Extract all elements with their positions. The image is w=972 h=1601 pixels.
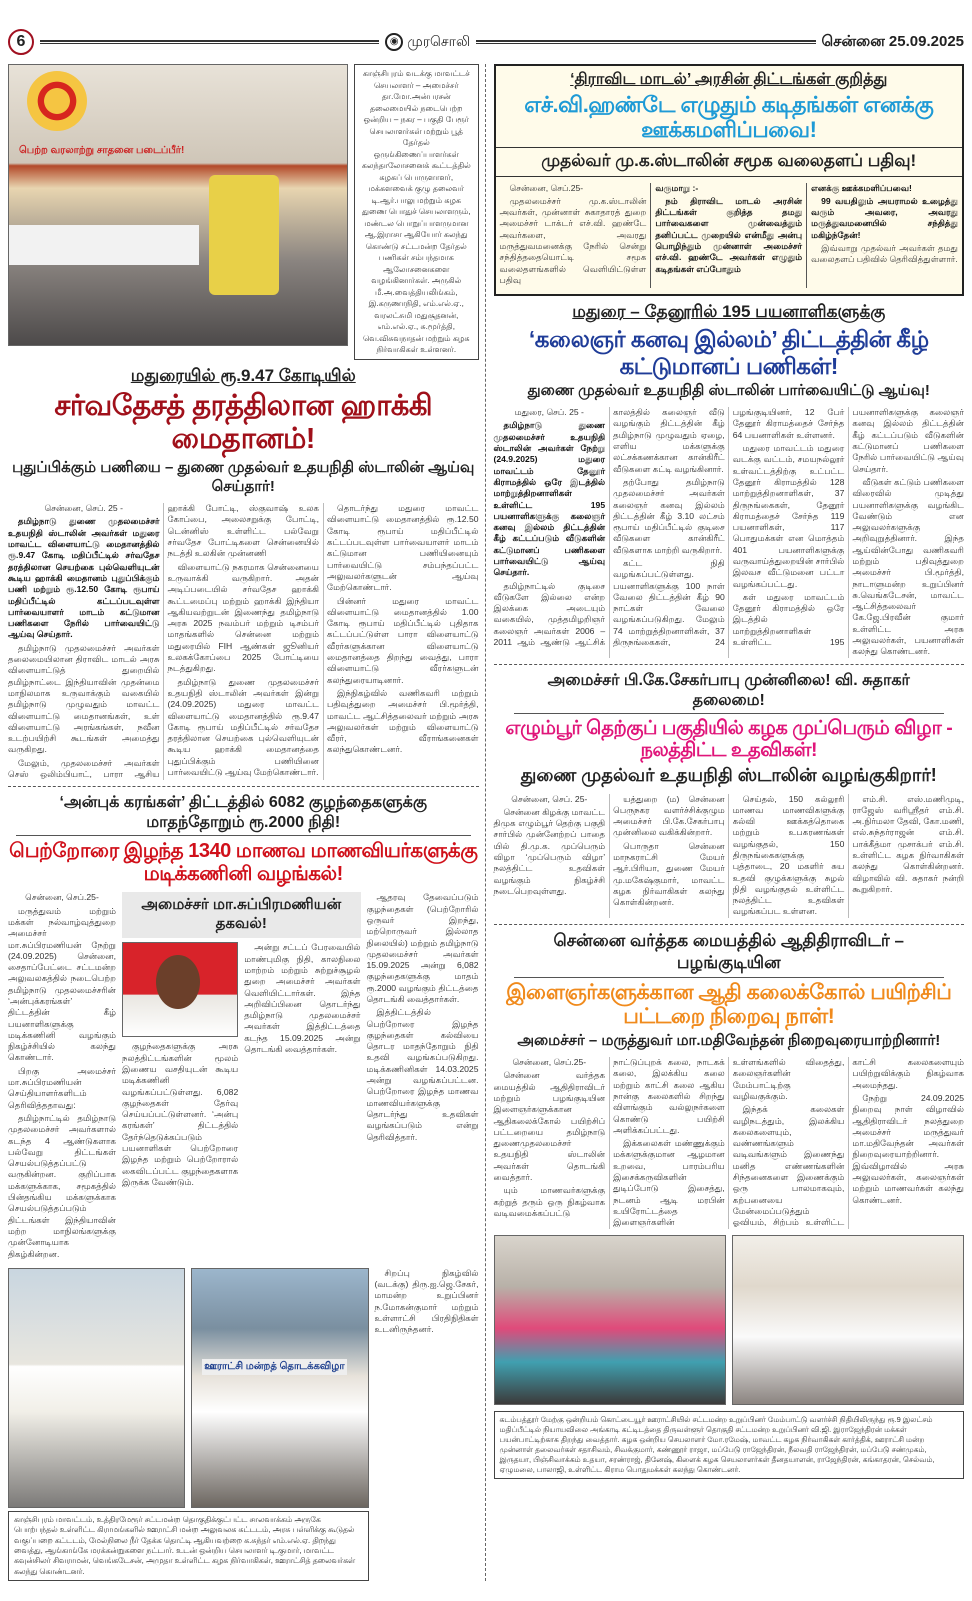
paragraph: பின்னர் மதுரை மாவட்ட விளையாட்டு மைதானத்தில் 1.00 கோடி ரூபாய் மதிப்பீட்டில் புதிதாக கட்டப்பட்டுள்ள பாரா விளையாட்டு வீரர்களுக்கான விளையாட்டு மைதானத்தை திறந்து வைத்து, பாரா விளையாட்டு வீரர்களுடன் கலந்துரையாடினார். bbox=[327, 595, 479, 685]
article-headline: பெற்றோரை இழந்த 1340 மாணவ மாணவியர்களுக்கு மடிக்கணினி வழங்கல்! bbox=[9, 840, 478, 886]
anbu-article-header bbox=[8, 793, 479, 886]
paragraph: தமிழ்நாட்டில் குடிசை வீடுகளே இல்லை என்ற இலக்கை அடையும் வகையில், முத்தமிழறிஞர் கலைஞர் அவர்கள் 2006 – 2011 ஆம் ஆண்டு ஆட்சிக் காலத்தில் கலைஞர் வீடு வழங்கும் திட்டத்தின் கீழ் தமிழ்நாடு முழுவதும் ஏழை, எளிய மக்களுக்கு லட்சக்கணக்கான கான்கிரீட் வீடுகளை கட்டி வழங்கினார். bbox=[493, 407, 725, 648]
anbu-body-col2a bbox=[122, 1041, 238, 1190]
drum-emblem-icon: ◉ bbox=[385, 33, 403, 51]
photo-caption: கடம்பத்தூர் மேற்கு ஒன்றியம் கொட்டையூர் ஊராட்சியில் சட்டமன்ற உறுப்பினர் மேம்பாட்டு வளர்ச்சி நிதியிலிருந்து ரூ.9 இலட்சம் மதிப்பீட்டில் நியாயவிலை அங்காடி கட்டிடத்தை திருவள்ளூர் தொகுதி சட்டமன்ற உறுப்பினர் வி.ஜி. இராஜேந்திரன் மக்கள் பயன்பாட்டிற்காக திறந்து வைத்தார். கழக ஒன்றிய செயலாளர் மோ.ரமேஷ், மாவட்ட கழக நிர்வாகிகள் கார்த்திக், ஊராட்சி மன்ற முன்னாள் தலைவர்கள் சதாசிவம், சிவக்குமார், கண்ணூர் ராஜா, மப்பேடு ராஜேந்திரன், நீலவதி ராஜேந்திரன், மப்பேடு சண்முகம், இருதயா, பிஞ்சிவாக்கம் உதயா, சரண்ராஜ், தினேஷ், கிளைக் கழக செயலாளர்கள் தீனதயாளன், ராஜேந்திரன், கங்காதரன், செல்வம், ஏழுமலை, பாலாஜி, உள்ளிட்ட கிராம பொதுமக்கள் கலந்து கொண்டனர். bbox=[494, 1411, 965, 1479]
lead-paragraph: தமிழ்நாடு துணை முதலமைச்சர் உதயநிதி ஸ்டாலின் அவர்கள் நேற்று (24.9.2025) மதுரை மாவட்டம் தேனூர் கிராமத்தில் ஒரே இடத்தில் மாற்றுத்திறனாளிகள் உள்ளிட்ட 195 பயனாளிகளுக்கு கலைஞர் கனவு இல்லம் திட்டத்தின் கீழ் கட்டப்படும் வீடுகளின் கட்டுமானப் பணிகளை பார்வையிட்டு ஆய்வு செய்தார். bbox=[493, 420, 606, 578]
article-subhead: அமைச்சர் – மருத்துவர் மா.மதிவேந்தன் நிறைவுரையாற்றினார்! bbox=[517, 1032, 941, 1050]
article-headline: ‘கலைஞர் கனவு இல்லம்’ திட்டத்தின் கீழ் கட்டுமானப் பணிகள்! bbox=[528, 326, 929, 379]
article-subhead: முதல்வர் மு.க.ஸ்டாலின் சமூக வலைதளப் பதிவு! bbox=[496, 147, 963, 177]
hande-col2 bbox=[651, 183, 807, 289]
paragraph: தமிழ்நாடு துணை முதலமைச்சர் உதயநிதி ஸ்டாலின் அவர்கள் இன்று (24.09.2025) மதுரை மாவட்ட விளையாட்டு மைதானத்தில் ரூ.9.47 கோடி ரூபாய் மதிப்பீட்டில் சர்வதேச தரத்திலான செயற்கை புல்வெளியுடன் கூடிய ஹாக்கி மைதானத்தை புதுப்பிக்கும் பணியினை பார்வையிட்டு ஆய்வு மேற்கொண்டார். bbox=[167, 676, 319, 778]
paragraph: இந்நிகழ்வில் வணிகவரி மற்றும் பதிவுத்துறை அமைச்சர் பி.மூர்த்தி, மாவட்ட ஆட்சித்தலைவர் மற்றும் அரசு அலுவலர்கள் மற்றும் விளையாட்டு வீரர், வீராங்கனைகள் கலந்துகொண்டனர். bbox=[327, 687, 479, 755]
paragraph: கட்ட நிதி வழங்கப்பட்டுள்ளது. பயனாளிகளுக்கு 100 நாள் வேலை திட்டத்தின் கீழ் 90 நாட்கள் வேலை வழங்கப்படுகிறது. மேலும் 74 மாற்றுத்திறனாளிகள், 37 திருநங்கைகள், 24 பழங்குடியினர், 12 பேர் தேனூர் கிராமத்தைச் சேர்ந்த 64 பயனாளிகள் உள்ளனர். bbox=[613, 407, 845, 648]
paragraph: இவ்வாறு முதல்வர் அவர்கள் தமது வலைதளப் பதிவில் தெரிவித்துள்ளார். bbox=[811, 243, 958, 265]
anbu-photo-block bbox=[8, 1268, 479, 1581]
ration-shop-photo-2 bbox=[732, 1235, 964, 1405]
newspaper-logo bbox=[385, 33, 470, 52]
egmore-article-header bbox=[494, 671, 965, 788]
section-divider bbox=[8, 786, 479, 787]
section-divider bbox=[494, 664, 965, 665]
city-date: சென்னை 25.09.2025 bbox=[821, 32, 965, 50]
paragraph: மதுரை மாவட்டம் மதுரை வடக்கு வட்டம், சமயநல்லூர் உள்வட்டத்திற்கு உட்பட்ட தேனூர் கிராமத்தில் 128 மாற்றுத்திறனாளிகள், 37 திருநங்கைகள், தேனூர் கிராமத்தைச் சேர்ந்த 119 பயனாளிகள், 117 பொதுமக்கள் என மொத்தம் 401 பயனாளிகளுக்கு வருவாய்த்துறையின் சார்பில் இலவச வீட்டுமனை பட்டா வழங்கப்பட்டது. bbox=[732, 443, 845, 589]
paragraph: எம்.சி. எஸ்.மணிமுடி, ராஜேஸ் வரிஸ்ரீதர் எம்.சி. அ.நிர்மலா தேவி, கோ.மணி, எல்.சுந்தர்ராஜன் எம்.சி. பாக்கீத்மா முசாக்பர் எம்.சி. உள்ளிட்ட கழக நிர்வாகிகள் கலந்து கொள்கின்றனர். விழாவில் வி. சுதாகர் நன்றி கூறுகிறார். bbox=[852, 793, 964, 894]
stage-table bbox=[9, 225, 199, 265]
paragraph: ஆதரவு தேவைப்படும் குழந்தைகள் (பெற்றோரில் ஒருவர் இறந்து, மற்றொருவர் இல்லாத நிலையில்) மற்றும் தமிழ்நாடு முதலமைச்சர் அவர்கள் 15.09.2025 அன்று 6,082 குழந்தைகளுக்கு மாதம் ரூ.2000 வழங்கும் திட்டத்தை தொடங்கி வைத்தார்கள். bbox=[366, 892, 479, 1004]
anbu-middle bbox=[122, 892, 361, 1262]
event-photo-1 bbox=[8, 1268, 185, 1508]
article-kicker: சென்னை வர்த்தக மையத்தில் ஆதிதிராவிடர் – பழங்குடியின bbox=[514, 931, 945, 978]
paragraph: வருமாறு :- bbox=[655, 182, 699, 193]
header-rule bbox=[40, 40, 379, 44]
dateline: சென்னை, செப்.25- bbox=[509, 182, 584, 193]
hockey-article-body bbox=[8, 503, 479, 780]
article-subhead: துணை முதல்வர் உதயநிதி ஸ்டாலின் பார்வையிட்டு ஆய்வு! bbox=[527, 382, 930, 400]
masthead bbox=[8, 28, 964, 56]
paragraph: பிறகு அமைச்சர் மா.சுப்பிரமணியன் செய்தியாளர்களிடம் தெரிவித்ததாவது: bbox=[8, 1065, 116, 1110]
dateline: மதுரை, செப். 25 - bbox=[514, 407, 584, 418]
paragraph: சிறப்பு நிகழ்வில் (வடக்கு) திரு.ஐ.ஜெ.சேகர், மாமன்ற உறுப்பினர் ந.மோகன்குமார் மற்றும் உள்ளாட்சி பிரதிநிதிகள் உடனிருந்தனர். bbox=[374, 1267, 479, 1335]
anbu-body-col1 bbox=[8, 892, 116, 1262]
anbu-article-body bbox=[8, 892, 479, 1262]
article-headline: எழும்பூர் தெற்குப் பகுதியில் கழக முப்பெரும் விழா - நலத்திட்ட உதவிகள்! bbox=[505, 716, 953, 762]
anbu-body-col5 bbox=[375, 1268, 479, 1581]
sub-heading-box: அமைச்சர் மா.சுப்பிரமணியன் தகவல்! bbox=[122, 892, 361, 938]
meeting-photo bbox=[8, 64, 348, 346]
left-column bbox=[8, 64, 486, 1581]
paragraph: மருத்துவம் மற்றும் மக்கள் நல்வாழ்வுத்துறை அமைச்சர் மா.சுப்பிரமணியன் நேற்று (24.09.2025) சென்னை, சைதாப்பேட்டை சட்டமன்ற அலுவலகத்தில் நடைபெற்ற தமிழ்நாடு முதலமைச்சரின் ‘அன்புக்கரங்கள்’ திட்டத்தின் கீழ் பயனாளிகளுக்கு மடிக்கணினி வழங்கும் நிகழ்ச்சியில் கலந்து கொண்டார். bbox=[8, 905, 116, 1063]
newspaper-page bbox=[8, 64, 964, 1581]
anbu-body-col4 bbox=[367, 892, 479, 1262]
paper-name: முரசொலி bbox=[407, 32, 471, 49]
article-headline: சர்வதேசத் தரத்திலான ஹாக்கி மைதானம்! bbox=[54, 389, 433, 455]
party-emblem-icon bbox=[27, 71, 87, 131]
article-kicker: அமைச்சர் பி.கே.சேகர்பாபு முன்னிலை! வி. சுதாகர் தலைமை! bbox=[514, 671, 945, 714]
header-rule bbox=[476, 40, 815, 44]
paragraph: எனக்கு ஊக்கமளிப்பவை! bbox=[811, 182, 912, 193]
paragraph: விளையாட்டு நகரமாக சென்னையை உருவாக்கி வருகிறார். அதன் அடிப்படையில் சர்வதேச ஹாக்கி கூட்டமைப்பு மற்றும் ஹாக்கி இந்தியா ஆகியவற்றுடன் இணைந்து தமிழ்நாடு அரசு 2025 நவம்பர் மற்றும் டிசம்பர் மாதங்களில் சென்னை மற்றும் மதுரையில் FIH ஆண்கள் ஜூனியர் உலகக்கோப்பை 2025 போட்டியை நடத்துகிறது. bbox=[167, 561, 319, 674]
photo-banner-text: பெற்ற வரலாற்று சாதனை படைப்பீர்! bbox=[19, 145, 185, 156]
photo-caption: காஞ்சிபுரம் மாவட்டம், உத்திரமேரூர் சட்டமன்ற தொகுதிக்குட்பட்ட சாலவாக்கம் அருகே பொற்பந்தல் உள்ளிட்ட கிராமங்களில் ஊராட்சி மன்ற அலுவலக கட்டடம், அரசு பள்ளிக்கு கூடுதல் வகுப்பறை கட்டடம், மேல்நிலை நீர் தேக்க தொட்டி ஆகியவற்றை க.சுந்தர் எம்.எல்.ஏ. திறந்து வைத்து, ஆங்காங்கே மரக்கன்றுகளை நட்டார். உடன் ஒன்றிய செயலாளர் டி.குமார், மாவட்ட கவுன்சிலர் சிவராமன், வெங்கடேசன், அமுதா உள்ளிட்ட கழக நிர்வாகிகள், ஊராட்சித் தலைவர்கள் கலந்து கொண்டனர். bbox=[8, 1511, 369, 1581]
paragraph: 99 வயதிலும் அயராமல் உழைத்து வரும் அவரை, அவரது மருத்துவமனையில் சந்தித்து மகிழ்ந்தேன்! bbox=[811, 195, 958, 240]
article-kicker: மதுரையில் ரூ.9.47 கோடியில் bbox=[130, 365, 356, 385]
paragraph: யத்துறை (ம) சென்னை பெருநகர வளர்ச்சிக்குழும அமைச்சர் பி.கே.சேகர்பாபு முன்னிலை வகிக்கின்றார். bbox=[613, 793, 725, 838]
paragraph: குழந்தைகளுக்கு அரசு நலத்திட்டங்களின் மூலம் இணைய வசதியுடன் கூடிய மடிக்கணினி வழங்கப்பட்டுள்ளது. 6,082 குழந்தைகள் தேர்வு செய்யப்பட்டுள்ளனர். ‘அன்பு கரங்கள்’ திட்டத்தில் தேர்ந்தெடுக்கப்படும் பயனாளிகள் பெற்றோரை இழந்த மற்றும் பெற்றோரால் கைவிடப்பட்ட குழந்தைகளாக இருக்க வேண்டும். bbox=[122, 1041, 239, 1187]
article-subhead: புதுப்பிக்கும் பணியை – துணை முதல்வர் உதயநிதி ஸ்டாலின் ஆய்வு செய்தார்! bbox=[12, 459, 475, 496]
photo-caption: காஞ்சிபுரம் வடக்கு மாவட்டச் செயலாளர் – அமைச்சர் தா.மோ.அன்பரசன் தலைமையில் நடைபெற்ற ஒன்றிய – நகர – பகுதி பேரூர் செயலாளர்கள் மற்றும் பூத் தேர்தல் ஒருங்கிணைப்பாளர்கள் கலந்தாலோசனைக் கூட்டத்தில் கழகப் பொருளாளர், மக்களவைக் குழு தலைவர் டி.ஆர்.பாலு மற்றும் கழக துணை பொதுச் செயலாளரும், மண்டல பொறுப்பாளருமான ஆ.இராசா ஆகியோர் கலந்து கொண்டு சட்டமன்ற தேர்தல் பணிகள் சம்பந்தமாக ஆலோசனைகளை வழங்கினார்கள். அருகில் மீ.அ.வைத்தியலிங்கம், இ.கருணாநிதி, எம்.எல்.ஏ., வரலட்சுமி மதுசூதனன், எம்.எல்.ஏ., சு.மூர்த்தி, வெ.விசுவநாதன் மற்றும் கழக நிர்வாகிகள் உள்ளனர். bbox=[354, 64, 479, 360]
article-headline: இளைஞர்களுக்கான ஆதி கலைக்கோல் பயிற்சிப் பட்டறை நிறைவு நாள்! bbox=[506, 980, 952, 1028]
dateline: சென்னை, செப். 25 - bbox=[44, 503, 123, 514]
section-divider bbox=[494, 924, 965, 925]
paragraph: மேலும், முதலமைச்சர் அவர்கள் செஸ் ஒலிம்பியாட், பாரா ஆசிய ஹாக்கி போட்டி, ஸ்குவாஷ் உலக கோப்பை, அலைசறுக்கு போட்டி, டென்னிஸ் உள்ளிட்ட பல்வேறு சர்வதேச போட்டிகளை சென்னையில் நடத்தி உலகின் முன்னணி bbox=[8, 503, 319, 780]
paragraph: இந்தக் கலைகள் வழிநடத்தும், இலக்கிய கலைகளையும், வண்ணங்களும் வடிவங்களும் இணைந்து மனித எண்ணங்களின் சிந்தனைகளை இணைக்கும் ஒரு பாலமாகவும், கற்பனையை மேன்மைப்படுத்தும் ஓவியம், சிற்பம் உள்ளிட்ட காட்சி கலைகளையும் பயிற்றுவிக்கும் நிகழ்வாக அமைந்தது. bbox=[732, 1057, 964, 1228]
event-photo-2 bbox=[191, 1268, 368, 1508]
paragraph: செய்தல், 150 கல்லூரி மாணவ மாணவிகளுக்கு கல்வி ஊக்கத்தொகை மற்றும் உபகரணங்கள் வழங்குதல், 150 திருநங்கைகளுக்கு புத்தாடை, 20 மகளிர் சுய உதவி குழுக்களுக்கு சுழல் நிதி வழங்குதல் உள்ளிட்ட நலத்திட்ட உதவிகள் வழங்கப்பட உள்ளன. bbox=[732, 793, 845, 917]
adi-article-header bbox=[494, 931, 965, 1051]
paragraph: நம் திராவிட மாடல் அரசின் திட்டங்கள் குறித்த தமது பார்வைகளை முன்வைத்தும் தனிப்பட்ட முறையில் என்மீது அன்பு பொழிந்தும் முன்னாள் அமைச்சர் எச்.வி. ஹண்டே அவர்கள் எழுதும் கடிதங்கள் எப்போதும் bbox=[655, 195, 803, 274]
hande-article-box bbox=[494, 64, 965, 296]
dateline: சென்னை, செப்.25- bbox=[25, 892, 99, 903]
paragraph: பொருதா சென்னை மாநகராட்சி மேயர் ஆர்.பிரியா, துணை மேயர் மு.மகேஷ்குமார், மாவட்ட கழக நிர்வாகிகள் கலந்து கொள்கின்றனர். bbox=[613, 840, 725, 908]
dateline: சென்னை, செப். 25- bbox=[511, 793, 588, 804]
paragraph: சென்னை கிழக்கு மாவட்ட திமுக எழும்பூர் தெற்கு பகுதி சார்பில் முன்னேற்றப் பாதை யில் தி.மு.க. முப்பெரும் விழா ‘முப்பெரும் விழா’ நலத்திட்ட உதவிகள் வழங்கும் நிகழ்ச்சி நடைபெறவுள்ளது. bbox=[493, 806, 606, 896]
hande-col3 bbox=[807, 183, 958, 289]
paragraph: யும் மாணவர்களுக்கு கற்றுத் தரும் ஒரு நிகழ்வாக வடிவமைக்கப்பட்டு நாட்டுப்புறக் கலை, நாடகக் கலை, இலக்கிய கலை மற்றும் காட்சி கலை ஆகிய நான்கு கலைகளில் சிறந்து விளங்கும் வல்லுநர்களை கொண்டு பயிற்சி அளிக்கப்பட்டது. bbox=[493, 1057, 725, 1218]
paragraph: வீடுகள் கட்டும் பணிகளை விரைவில் முடித்து பயனாளிகளுக்கு வழங்கிட வேண்டும் என அலுவலர்களுக்கு அறிவுறுத்தினார். இந்த ஆய்வின்போது வணிகவரி மற்றும் பதிவுத்துறை அமைச்சர் பி.மூர்த்தி, நாடாளுமன்ற உறுப்பினர் சு.வெங்கடேசன், மாவட்ட ஆட்சித்தலைவர் கே.ஜே.பிரவீன் குமார் உள்ளிட்ட அரசு அலுவலர்கள், பயனாளிகள் கலந்து கொண்டனர். bbox=[852, 476, 964, 657]
top-photo-block bbox=[8, 64, 479, 360]
right-column bbox=[494, 64, 965, 1581]
article-kicker: மதுரை – தேனூரில் 195 பயனாளிகளுக்கு bbox=[572, 302, 886, 322]
egmore-article-body bbox=[494, 794, 965, 918]
paragraph: அன்று சட்டப் பேரவையில் மாண்புமிகு நிதி, காலநிலை மாற்றம் மற்றும் சுற்றுச்சூழல் துறை அமைச்சர் அவர்கள் வெளியிட்டார்கள். இந்த அறிவிப்பினை தொடர்ந்து தமிழ்நாடு முதலமைச்சர் அவர்கள் இத்திட்டத்தை கடந்த 15.09.2025 அன்று தொடங்கி வைத்தார்கள். bbox=[244, 942, 361, 1054]
minister-portrait bbox=[122, 942, 238, 1037]
housing-article-header bbox=[494, 302, 965, 401]
dateline: சென்னை, செப்.25- bbox=[512, 1057, 587, 1068]
paragraph: சென்னை வர்த்தக மையத்தில் ஆதிதிராவிடர் மற்றும் பழங்குடியின இளைஞர்களுக்கான ஆதிகலைக்கோல் பயிற்சிப் பட்டறையை தமிழ்நாடு துணைமுதலமைச்சர் உதயநிதி ஸ்டாலின் அவர்கள் தொடங்கி வைத்தார். bbox=[493, 1070, 606, 1183]
article-kicker: ‘திராவிட மாடல்’ அரசின் திட்டங்கள் குறித்து bbox=[570, 71, 888, 88]
paragraph: நேற்று 24.09.2025 நிறைவு நாள் விழாவில் ஆதிதிராவிடர் நலத்துறை அமைச்சர் மருத்துவர் மா.மதிவேந்தன் அவர்கள் நிறைவுரையாற்றினார். இவ்விழாவில் அரசு அலுவலர்கள், கலைஞர்கள் மற்றும் மாணவர்கள் கலந்து கொண்டனர். bbox=[852, 1092, 964, 1205]
paragraph: இத்திட்டத்தில் பெற்றோரை இழந்த குழந்தைகள் கல்வியை தொடர மாதந்தோறும் நிதி உதவி வழங்கப்படுகிறது. மடிக்கணினிகள் 14.03.2025 அன்று வழங்கப்பட்டன. பெற்றோரை இழந்த மாணவ மாணவியர்களுக்கு தொடர்ந்து உதவிகள் வழங்கப்படும் என்று தெரிவித்தார். bbox=[366, 1007, 479, 1142]
adi-photo-block bbox=[494, 1235, 965, 1405]
photo-banner-text: ஊராட்சி மன்றத் தொடக்கவிழா bbox=[202, 1359, 346, 1375]
portrait-face bbox=[156, 955, 200, 1009]
hande-col1 bbox=[500, 183, 652, 289]
housing-article-body bbox=[494, 407, 965, 658]
paragraph: தொடர்ந்து மதுரை மாவட்ட விளையாட்டு மைதானத்தில் ரூ.12.50 கோடி ரூபாய் மதிப்பீட்டில் கட்டப்படவுள்ள பார்வையாளர் மாடம் கட்டுமான பணியினையும் பார்வையிட்டு சம்பந்தப்பட்ட அலுவலர்களுடன் ஆய்வு மேற்கொண்டார். bbox=[327, 503, 479, 593]
lead-paragraph: தமிழ்நாடு துணை முதலமைச்சர் உதயநிதி ஸ்டாலின் அவர்கள் மதுரை மாவட்ட விளையாட்டு மைதானத்தில் ரூ.9.47 கோடி மதிப்பீட்டில் சர்வதேச தரத்திலான செயற்கை புல்வெளியுடன் கூடிய ஹாக்கி மைதானம் புதுப்பிக்கும் பணி மற்றும் ரூ.12.50 கோடி ரூபாய் மதிப்பீட்டில் கட்டப்படவுள்ள பார்வையாளர் மாடம் கட்டுமான பணிகளை நேரில் பார்வையிட்டு ஆய்வு செய்தார். bbox=[8, 516, 160, 640]
paragraph: தமிழ்நாட்டில் தமிழ்நாடு முதலமைச்சர் அவர்களால் கடந்த 4 ஆண்டுகளாக பல்வேறு திட்டங்கள் செயல்படுத்தப்பட்டு வருகின்றன. குறிப்பாக மக்களுக்காக, சமூகத்தில் பின்தங்கிய மக்களுக்காக செயல்படுத்தப்படும் திட்டங்கள் இந்தியாவின் மற்ற மாநிலங்களுக்கு முன்னோடியாக திகழ்கின்றன. bbox=[8, 1112, 116, 1259]
paragraph: இக்கலைகள் மண்ணுக்கும் மக்களுக்குமான ஆழமான உறவை, பாரம்பரிய இசைக்கருவிகளின் துடிப்போடு இசைத்து, நடனம் ஆடி மரபின் உயிரோட்டத்தை இளைஞர்களின் உள்ளங்களில் விதைத்து, கலைஞர்களின் மேம்பாட்டிற்கு வழிவகுக்கும். bbox=[613, 1057, 845, 1228]
article-subhead: துணை முதல்வர் உதயநிதி ஸ்டாலின் வழங்குகிறார்! bbox=[520, 764, 937, 785]
ration-shop-photo-1 bbox=[494, 1235, 726, 1405]
paragraph: தற்போது தமிழ்நாடு முதலமைச்சர் அவர்கள் கலைஞர் கனவு இல்லம் திட்டத்தின் கீழ் 3.10 லட்சம் ரூபாய் மதிப்பீட்டில் குடிசை வீடுகளை கான்கிரீட் வீடுகளாக மாற்றி வருகிறார். bbox=[613, 476, 725, 555]
paragraph: கள் மதுரை மாவட்டம் தேனூர் கிராமத்தில் ஒரே இடத்தில் மாற்றுத்திறனாளிகள் உள்ளிட்ட 195 பயனாளிகளுக்கு கலைஞர் கனவு இல்லம் திட்டத்தின் கீழ் கட்டப்படும் வீடுகளின் கட்டுமானப் பணிகளை நேரில் பார்வையிட்டு ஆய்வு செய்தார். bbox=[732, 407, 964, 648]
paragraph: தமிழ்நாடு முதலமைச்சர் அவர்கள் தலைமையிலான திராவிட மாடல் அரசு விளையாட்டுத் துறையில் தமிழ்நாட்டை இந்தியாவின் முதன்மை மாநிலமாக உருவாக்கும் வகையில் தமிழ்நாடு முழுவதும் மாவட்ட விளையாட்டு மைதானங்கள், உள் விளையாட்டு அரங்கங்கள், நவீன உடற்பயிற்சி கூடங்கள் அமைத்து வருகிறது. bbox=[8, 642, 160, 755]
adi-article-body bbox=[494, 1057, 965, 1228]
article-headline: எச்.வி.ஹண்டே எழுதும் கடிதங்கள் எனக்கு ஊக்கமளிப்பவை! bbox=[524, 92, 934, 143]
page-number: 6 bbox=[8, 29, 34, 55]
article-kicker: ‘அன்புக் கரங்கள்’ திட்டத்தில் 6082 குழந்தைகளுக்கு மாதந்தோறும் ரூ.2000 நிதி! bbox=[16, 793, 471, 836]
paragraph: முதலமைச்சர் மு.க.ஸ்டாலின் அவர்கள், முன்னாள் சுகாதாரத் துறை அமைச்சர் டாக்டர் எச்.வி. ஹண்டே அவர்களை, அவரது மருத்துவமனைக்கு நேரில் சென்று சந்தித்ததையொட்டி சமூக வலைதளங்களில் வெளியிட்டுள்ள பதிவு bbox=[499, 195, 647, 285]
podium-speaker bbox=[209, 175, 279, 295]
anbu-body-col3 bbox=[244, 942, 360, 1190]
hockey-article-header bbox=[8, 366, 479, 498]
